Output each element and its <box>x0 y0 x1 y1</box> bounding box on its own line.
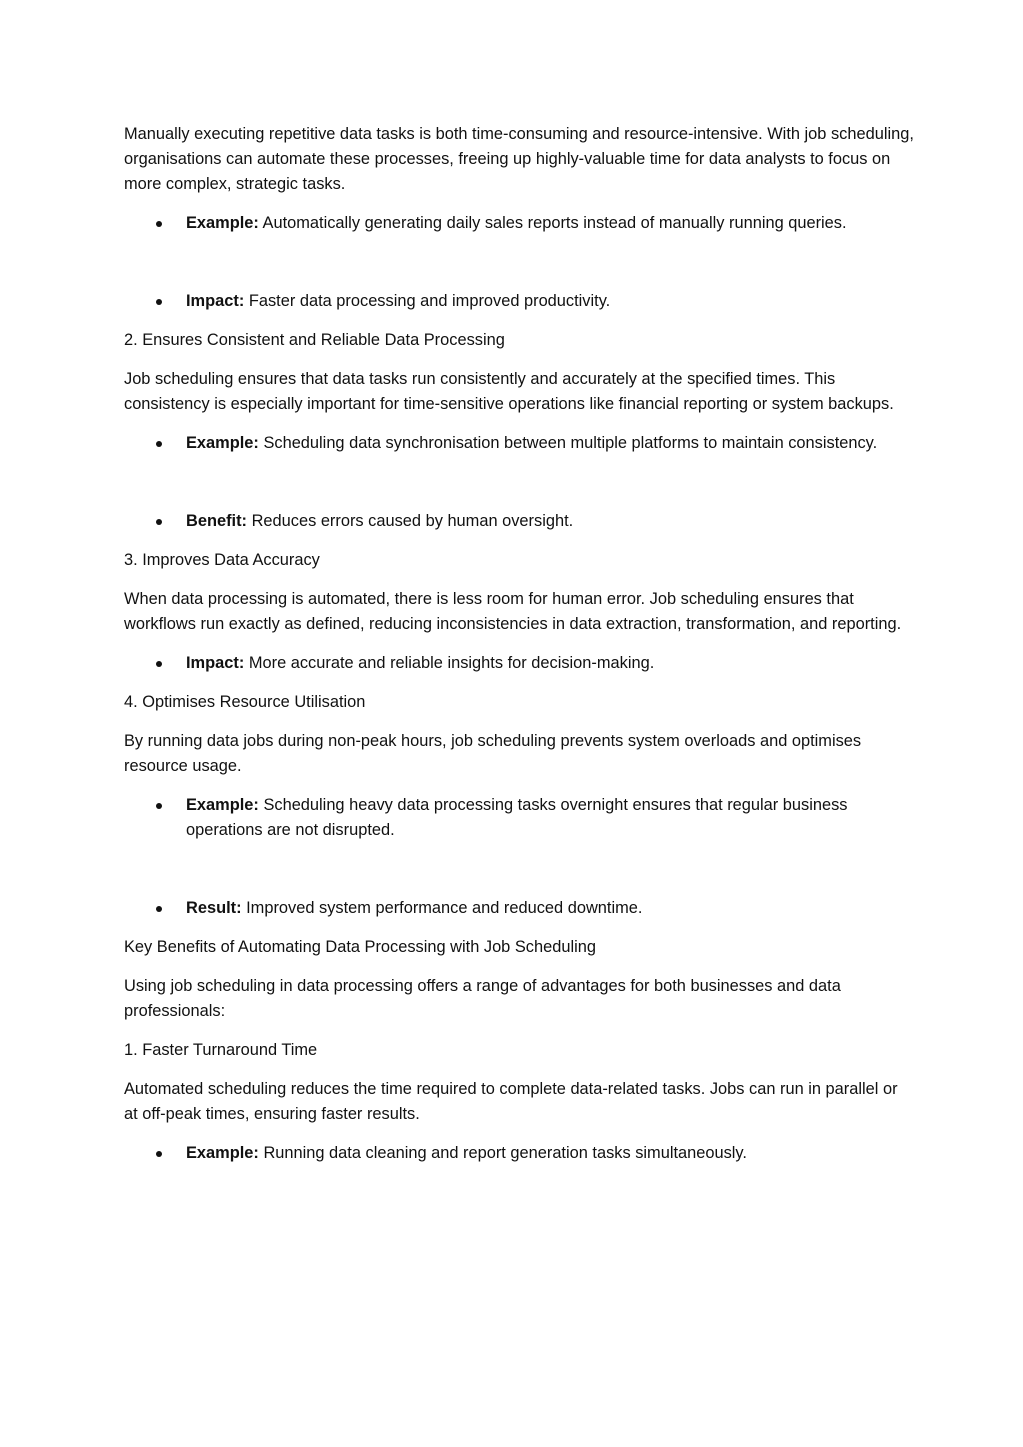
bullet-list <box>124 1141 914 1166</box>
bullet-label: Example: <box>186 1144 259 1162</box>
document-page <box>124 122 914 1180</box>
bullet-list <box>124 509 914 534</box>
list-item <box>124 651 914 676</box>
section-heading: Key Benefits of Automating Data Processing with Job Scheduling <box>124 938 596 956</box>
section-heading: 3. Improves Data Accuracy <box>124 551 320 569</box>
bullet-list <box>124 793 914 843</box>
list-item <box>124 1141 914 1166</box>
section-paragraph: Job scheduling ensures that data tasks run consistently and accurately at the specified times. This consistency is especially important for time-sensitive operations like financial reporting or system backups. <box>124 370 894 413</box>
bullet-label: Result: <box>186 899 242 917</box>
bullet-icon <box>156 221 162 227</box>
bullet-list <box>124 289 914 314</box>
bullet-text: Running data cleaning and report generation tasks simultaneously. <box>258 1144 747 1162</box>
section-heading: 1. Faster Turnaround Time <box>124 1041 318 1059</box>
section-paragraph: Automated scheduling reduces the time required to complete data-related tasks. Jobs can run in parallel or at off-peak times, ensuring faster results. <box>124 1080 898 1123</box>
bullet-label: Example: <box>186 796 259 814</box>
bullet-icon <box>156 519 162 525</box>
bullet-label: Example: <box>186 214 259 232</box>
list-item <box>124 289 914 314</box>
bullet-icon <box>156 1151 162 1157</box>
list-item <box>124 509 914 534</box>
bullet-icon <box>156 661 162 667</box>
bullet-text: Reduces errors caused by human oversight. <box>247 512 574 530</box>
list-item <box>124 211 914 236</box>
section-heading: 4. Optimises Resource Utilisation <box>124 693 366 711</box>
bullet-text: Scheduling data synchronisation between multiple platforms to maintain consistency. <box>258 434 878 452</box>
bullet-icon <box>156 803 162 809</box>
bullet-text: Faster data processing and improved productivity. <box>244 292 611 310</box>
bullet-label: Impact: <box>186 654 245 672</box>
intro-paragraph: Manually executing repetitive data tasks is both time-consuming and resource-intensive. With job scheduling, organisations can automate these processes, freeing up highly-valuable time for data analysts to focus on more complex, strategic tasks. <box>124 125 914 193</box>
section-paragraph: When data processing is automated, there is less room for human error. Job scheduling ensures that workflows run exactly as defined, reducing inconsistencies in data extraction, transformation, and reporting. <box>124 590 902 633</box>
list-item <box>124 896 914 921</box>
bullet-list <box>124 651 914 676</box>
bullet-list <box>124 211 914 236</box>
section-paragraph: Using job scheduling in data processing offers a range of advantages for both businesses and data professionals: <box>124 977 841 1020</box>
bullet-label: Benefit: <box>186 512 248 530</box>
bullet-icon <box>156 299 162 305</box>
bullet-text: More accurate and reliable insights for decision-making. <box>244 654 655 672</box>
section-heading: 2. Ensures Consistent and Reliable Data Processing <box>124 331 505 349</box>
list-item <box>124 431 914 456</box>
bullet-text: Improved system performance and reduced downtime. <box>241 899 643 917</box>
list-item <box>124 793 914 843</box>
bullet-list <box>124 896 914 921</box>
bullet-icon <box>156 906 162 912</box>
bullet-text: Scheduling heavy data processing tasks overnight ensures that regular business operations are not disrupted. <box>186 796 848 839</box>
bullet-list <box>124 431 914 456</box>
bullet-icon <box>156 441 162 447</box>
bullet-text: Automatically generating daily sales reports instead of manually running queries. <box>258 214 847 232</box>
bullet-label: Impact: <box>186 292 245 310</box>
section-paragraph: By running data jobs during non-peak hours, job scheduling prevents system overloads and optimises resource usage. <box>124 732 862 775</box>
bullet-label: Example: <box>186 434 259 452</box>
